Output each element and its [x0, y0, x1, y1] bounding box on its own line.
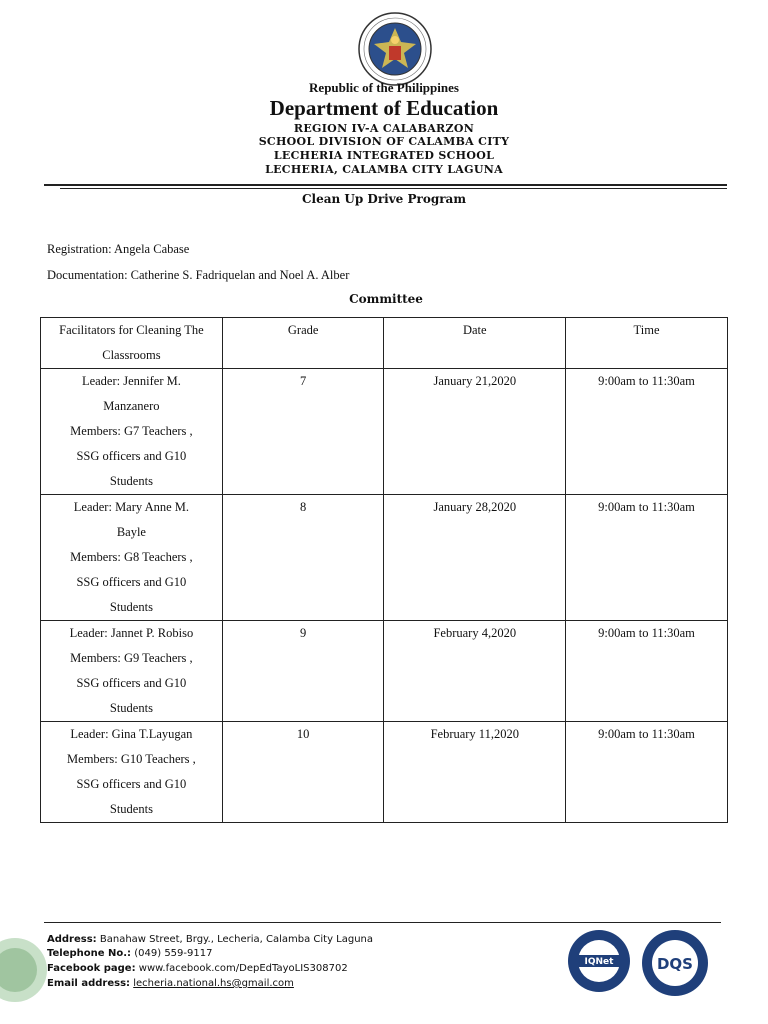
facilitator-line: Leader: Mary Anne M.	[73, 500, 190, 514]
footer-telephone: Telephone No.: (049) 559-9117	[47, 948, 213, 959]
date-cell: February 11,2020	[384, 722, 566, 823]
date-cell: January 21,2020	[384, 369, 566, 495]
footer-email: Email address: lecheria.national.hs@gmail.com	[47, 978, 294, 989]
grade-cell: 9	[222, 621, 384, 722]
grade-cell: 8	[222, 495, 384, 621]
table-header-row	[41, 318, 728, 369]
time-cell: 9:00am to 11:30am	[566, 495, 728, 621]
facilitator-line: Leader: Jennifer M.	[81, 374, 181, 388]
republic-heading: Republic of the Philippines	[309, 80, 459, 95]
facilitator-line: Members: G7 Teachers ,	[70, 424, 193, 438]
table-row	[41, 369, 728, 495]
time-cell: 9:00am to 11:30am	[566, 722, 728, 823]
committee-title: Committee	[349, 292, 423, 306]
facilitator-line: Leader: Jannet P. Robiso	[69, 626, 194, 640]
facilitator-line: Members: G8 Teachers ,	[70, 550, 193, 564]
leaf-watermark-icon	[0, 925, 50, 1015]
footer-address: Address: Banahaw Street, Brgy., Lecheria, Calamba City Laguna	[47, 934, 374, 945]
region-line: REGION IV-A CALABARZON	[293, 122, 475, 135]
facilitator-cell	[41, 722, 223, 823]
facilitator-cell	[41, 369, 223, 495]
school-line: LECHERIA INTEGRATED SCHOOL	[273, 149, 495, 162]
division-line: SCHOOL DIVISION OF CALAMBA CITY	[258, 135, 510, 148]
grade-cell: 10	[222, 722, 384, 823]
header-divider-thin	[60, 188, 727, 189]
header-facilitators: Facilitators for Cleaning The Classrooms	[41, 318, 223, 369]
facilitator-line: Manzanero	[103, 399, 160, 413]
facilitator-line: SSG officers and G10	[76, 449, 187, 463]
footer-facebook: Facebook page: www.facebook.com/DepEdTayoLIS308702	[47, 963, 348, 974]
department-heading: Department of Education	[269, 96, 499, 120]
dqs-iso-icon	[640, 928, 710, 998]
facilitator-line: SSG officers and G10	[76, 575, 187, 589]
facilitator-line: SSG officers and G10	[76, 676, 187, 690]
documentation-line: Documentation: Catherine S. Fadriquelan and Noel A. Alber	[47, 268, 350, 282]
facilitator-line: Students	[109, 474, 153, 488]
table-row	[41, 495, 728, 621]
time-cell: 9:00am to 11:30am	[566, 621, 728, 722]
facilitator-line: Members: G10 Teachers ,	[67, 752, 196, 766]
location-line: LECHERIA, CALAMBA CITY LAGUNA	[265, 163, 503, 176]
table-row	[41, 722, 728, 823]
facilitator-line: Students	[109, 802, 153, 816]
facilitator-line: Students	[109, 600, 153, 614]
facilitator-line: Leader: Gina T.Layugan	[70, 727, 193, 741]
date-cell: February 4,2020	[384, 621, 566, 722]
time-cell: 9:00am to 11:30am	[566, 369, 728, 495]
iqnet-certified-icon	[566, 928, 632, 994]
header-date: Date	[384, 318, 566, 369]
grade-cell: 7	[222, 369, 384, 495]
facilitator-line: Bayle	[116, 525, 146, 539]
table-row	[41, 621, 728, 722]
facilitator-line: Members: G9 Teachers ,	[70, 651, 193, 665]
facilitator-cell	[41, 621, 223, 722]
date-cell: January 28,2020	[384, 495, 566, 621]
facilitator-cell	[41, 495, 223, 621]
facilitator-line: SSG officers and G10	[76, 777, 187, 791]
footer-divider	[44, 922, 721, 923]
svg-text:IQNet: IQNet	[584, 957, 614, 967]
facilitator-line: Students	[109, 701, 153, 715]
header-time: Time	[566, 318, 728, 369]
program-title: Clean Up Drive Program	[301, 192, 467, 206]
header-grade: Grade	[222, 318, 384, 369]
svg-text:DQS: DQS	[656, 955, 694, 973]
registration-line: Registration: Angela Cabase	[47, 242, 190, 256]
email-link[interactable]: lecheria.national.hs@gmail.com	[133, 978, 294, 989]
header-divider	[44, 184, 727, 186]
deped-seal-icon	[358, 12, 432, 86]
committee-table	[40, 317, 728, 823]
